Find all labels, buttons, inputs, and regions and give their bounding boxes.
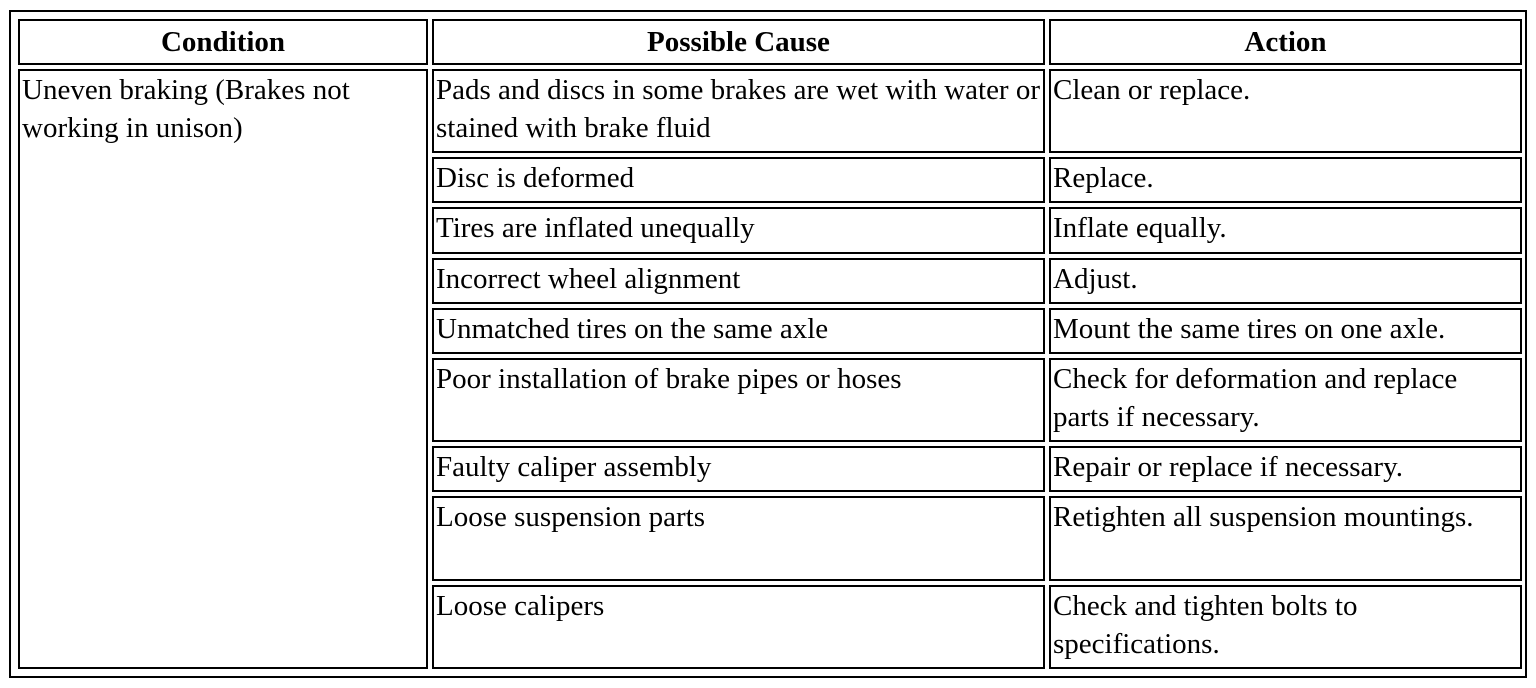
action-cell: Clean or replace. <box>1049 69 1522 153</box>
action-cell: Replace. <box>1049 157 1522 203</box>
header-condition: Condition <box>18 19 428 65</box>
cause-cell: Pads and discs in some brakes are wet with water or stained with brake fluid <box>432 69 1045 153</box>
cause-cell: Loose calipers <box>432 585 1045 669</box>
cause-cell: Disc is deformed <box>432 157 1045 203</box>
cause-cell: Faulty caliper assembly <box>432 446 1045 492</box>
action-cell: Repair or replace if necessary. <box>1049 446 1522 492</box>
action-cell: Check and tighten bolts to specifications. <box>1049 585 1522 669</box>
action-cell: Check for deformation and replace parts if necessary. <box>1049 358 1522 442</box>
condition-cell: Uneven braking (Brakes not working in unison) <box>18 69 428 669</box>
action-cell: Retighten all suspension mountings. <box>1049 496 1522 580</box>
troubleshooting-table-frame <box>9 10 1527 678</box>
action-cell: Inflate equally. <box>1049 207 1522 253</box>
cause-cell: Unmatched tires on the same axle <box>432 308 1045 354</box>
header-action: Action <box>1049 19 1522 65</box>
cause-cell: Loose suspension parts <box>432 496 1045 580</box>
cause-cell: Tires are inflated unequally <box>432 207 1045 253</box>
action-cell: Mount the same tires on one axle. <box>1049 308 1522 354</box>
troubleshooting-table <box>14 15 1526 673</box>
header-row <box>18 19 1522 65</box>
cause-cell: Poor installation of brake pipes or hoses <box>432 358 1045 442</box>
cause-cell: Incorrect wheel alignment <box>432 258 1045 304</box>
table-row <box>18 69 1522 153</box>
action-cell: Adjust. <box>1049 258 1522 304</box>
header-possible-cause: Possible Cause <box>432 19 1045 65</box>
